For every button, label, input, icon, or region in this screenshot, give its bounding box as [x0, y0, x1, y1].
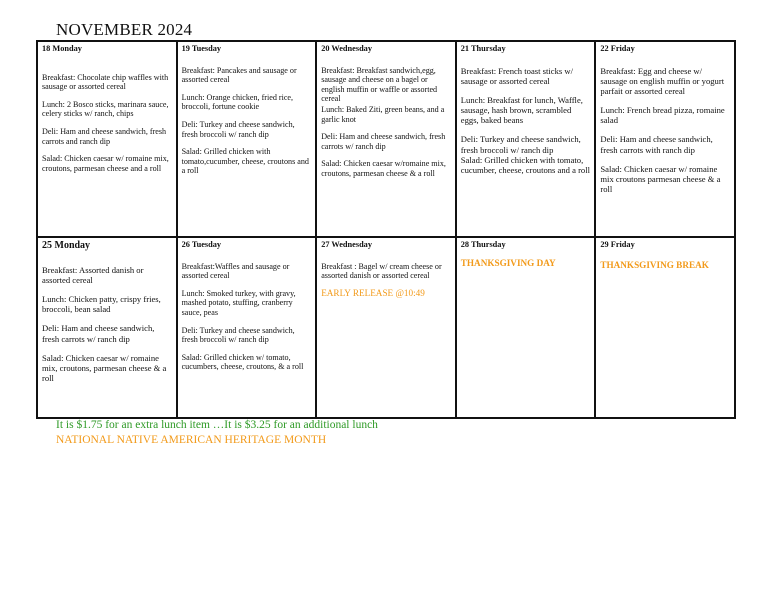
holiday-note: THANKSGIVING DAY — [460, 257, 556, 268]
day-cell-nov-26 — [177, 237, 317, 418]
breakfast-text: Breakfast: Pancakes and sausage or assorted cereal — [181, 65, 297, 85]
lunch-text: Lunch: French bread pizza, romaine salad — [600, 105, 725, 126]
salad-text: Salad: Chicken caesar w/ romaine mix croutons parmesan cheese & a roll — [600, 163, 721, 195]
day-heading: 20 Wednesday — [321, 44, 372, 53]
day-heading: 29 Friday — [600, 240, 635, 249]
day-heading: 22 Friday — [600, 44, 635, 53]
breakfast-text: Breakfast: Egg and cheese w/ sausage on english muffin or yogurt parfait or assorted cereal — [600, 65, 725, 97]
deli-text: Deli: Ham and cheese sandwich, fresh carrots and ranch dip — [42, 126, 167, 146]
day-heading: 28 Thursday — [460, 240, 506, 249]
breakfast-text: Breakfast: Assorted danish or assorted cereal — [42, 264, 144, 285]
salad-text: Salad: Grilled chicken w/ tomato, cucumbers, cheese, croutons, & a roll — [181, 352, 304, 372]
day-heading: 26 Tuesday — [181, 240, 222, 249]
lunch-text: Lunch: Smoked turkey, with gravy, mashed potato, stuffing, cranberry sauce, peas — [181, 288, 296, 317]
deli-text: Deli: Turkey and cheese sandwich, fresh broccoli w/ ranch dip — [460, 134, 581, 155]
day-cell-nov-27 — [316, 237, 456, 418]
breakfast-text: Breakfast: French toast sticks w/ sausage or assorted cereal — [460, 65, 573, 86]
salad-text: Salad: Chicken caesar w/ romaine mix, croutons, parmesan cheese & a roll — [42, 352, 167, 383]
holiday-note: THANKSGIVING BREAK — [600, 259, 709, 270]
day-cell-nov-18 — [37, 41, 177, 237]
breakfast-text: Breakfast: Breakfast sandwich,egg, sausage and cheese on a bagel or english muffin or waffle or assorted cereal — [321, 65, 438, 104]
day-cell-nov-28 — [456, 237, 596, 418]
day-heading: 21 Thursday — [460, 44, 506, 53]
lunch-text: Lunch: 2 Bosco sticks, marinara sauce, celery sticks w/ ranch, chips — [42, 99, 169, 119]
day-heading: 19 Tuesday — [181, 44, 222, 53]
lunch-text: Lunch: Baked Ziti, green beans, and a garlic knot — [321, 104, 445, 124]
menu-calendar — [36, 40, 736, 419]
salad-text: Salad: Grilled chicken with tomato, cucumber, cheese, croutons and a roll — [460, 154, 591, 175]
breakfast-text: Breakfast: Chocolate chip waffles with sausage or assorted cereal — [42, 72, 169, 92]
week-row-2 — [37, 237, 735, 418]
salad-text: Salad: Chicken caesar w/romaine mix, croutons, parmesan cheese & a roll — [321, 159, 446, 178]
day-cell-nov-21 — [456, 41, 596, 237]
lunch-text: Lunch: Chicken patty, crispy fries, broccoli, bean salad — [42, 294, 161, 315]
day-heading: 18 Monday — [42, 44, 82, 53]
day-cell-nov-29 — [595, 237, 735, 418]
deli-text: Deli: Turkey and cheese sandwich, fresh broccoli w/ ranch dip — [181, 325, 295, 345]
day-cell-nov-19 — [177, 41, 317, 237]
day-cell-nov-25 — [37, 237, 177, 418]
salad-text: Salad: Grilled chicken with tomato,cucumber, cheese, croutons and a roll — [181, 147, 309, 176]
deli-text: Deli: Turkey and cheese sandwich, fresh broccoli w/ ranch dip — [181, 119, 295, 139]
day-heading: 27 Wednesday — [321, 240, 372, 249]
lunch-price-note: It is $1.75 for an extra lunch item …It is $3.25 for an additional lunch — [56, 419, 378, 431]
day-cell-nov-20 — [316, 41, 456, 237]
day-heading: 25 Monday — [42, 240, 91, 251]
early-release-note: EARLY RELEASE @10:49 — [321, 287, 425, 298]
lunch-text: Lunch: Breakfast for lunch, Waffle, sausage, hash brown, scrambled eggs, baked beans — [460, 95, 583, 126]
deli-text: Deli: Ham and cheese sandwich, fresh carrots w/ ranch dip — [321, 132, 446, 151]
salad-text: Salad: Chicken caesar w/ romaine mix, croutons, parmesan cheese and a roll — [42, 154, 169, 173]
week-row-1 — [37, 41, 735, 237]
breakfast-text: Breakfast:Waffles and sausage or assorted cereal — [181, 261, 290, 281]
heritage-month-note: NATIONAL NATIVE AMERICAN HERITAGE MONTH — [56, 434, 327, 446]
page-title: NOVEMBER 2024 — [56, 20, 193, 39]
deli-text: Deli: Ham and cheese sandwich, fresh carrots w/ ranch dip — [42, 323, 155, 344]
lunch-text: Lunch: Orange chicken, fried rice, broccoli, fortune cookie — [181, 92, 294, 112]
day-cell-nov-22 — [595, 41, 735, 237]
deli-text: Deli: Ham and cheese sandwich, fresh carrots with ranch dip — [600, 134, 713, 155]
breakfast-text: Breakfast : Bagel w/ cream cheese or assorted danish or assorted cereal — [321, 261, 442, 281]
